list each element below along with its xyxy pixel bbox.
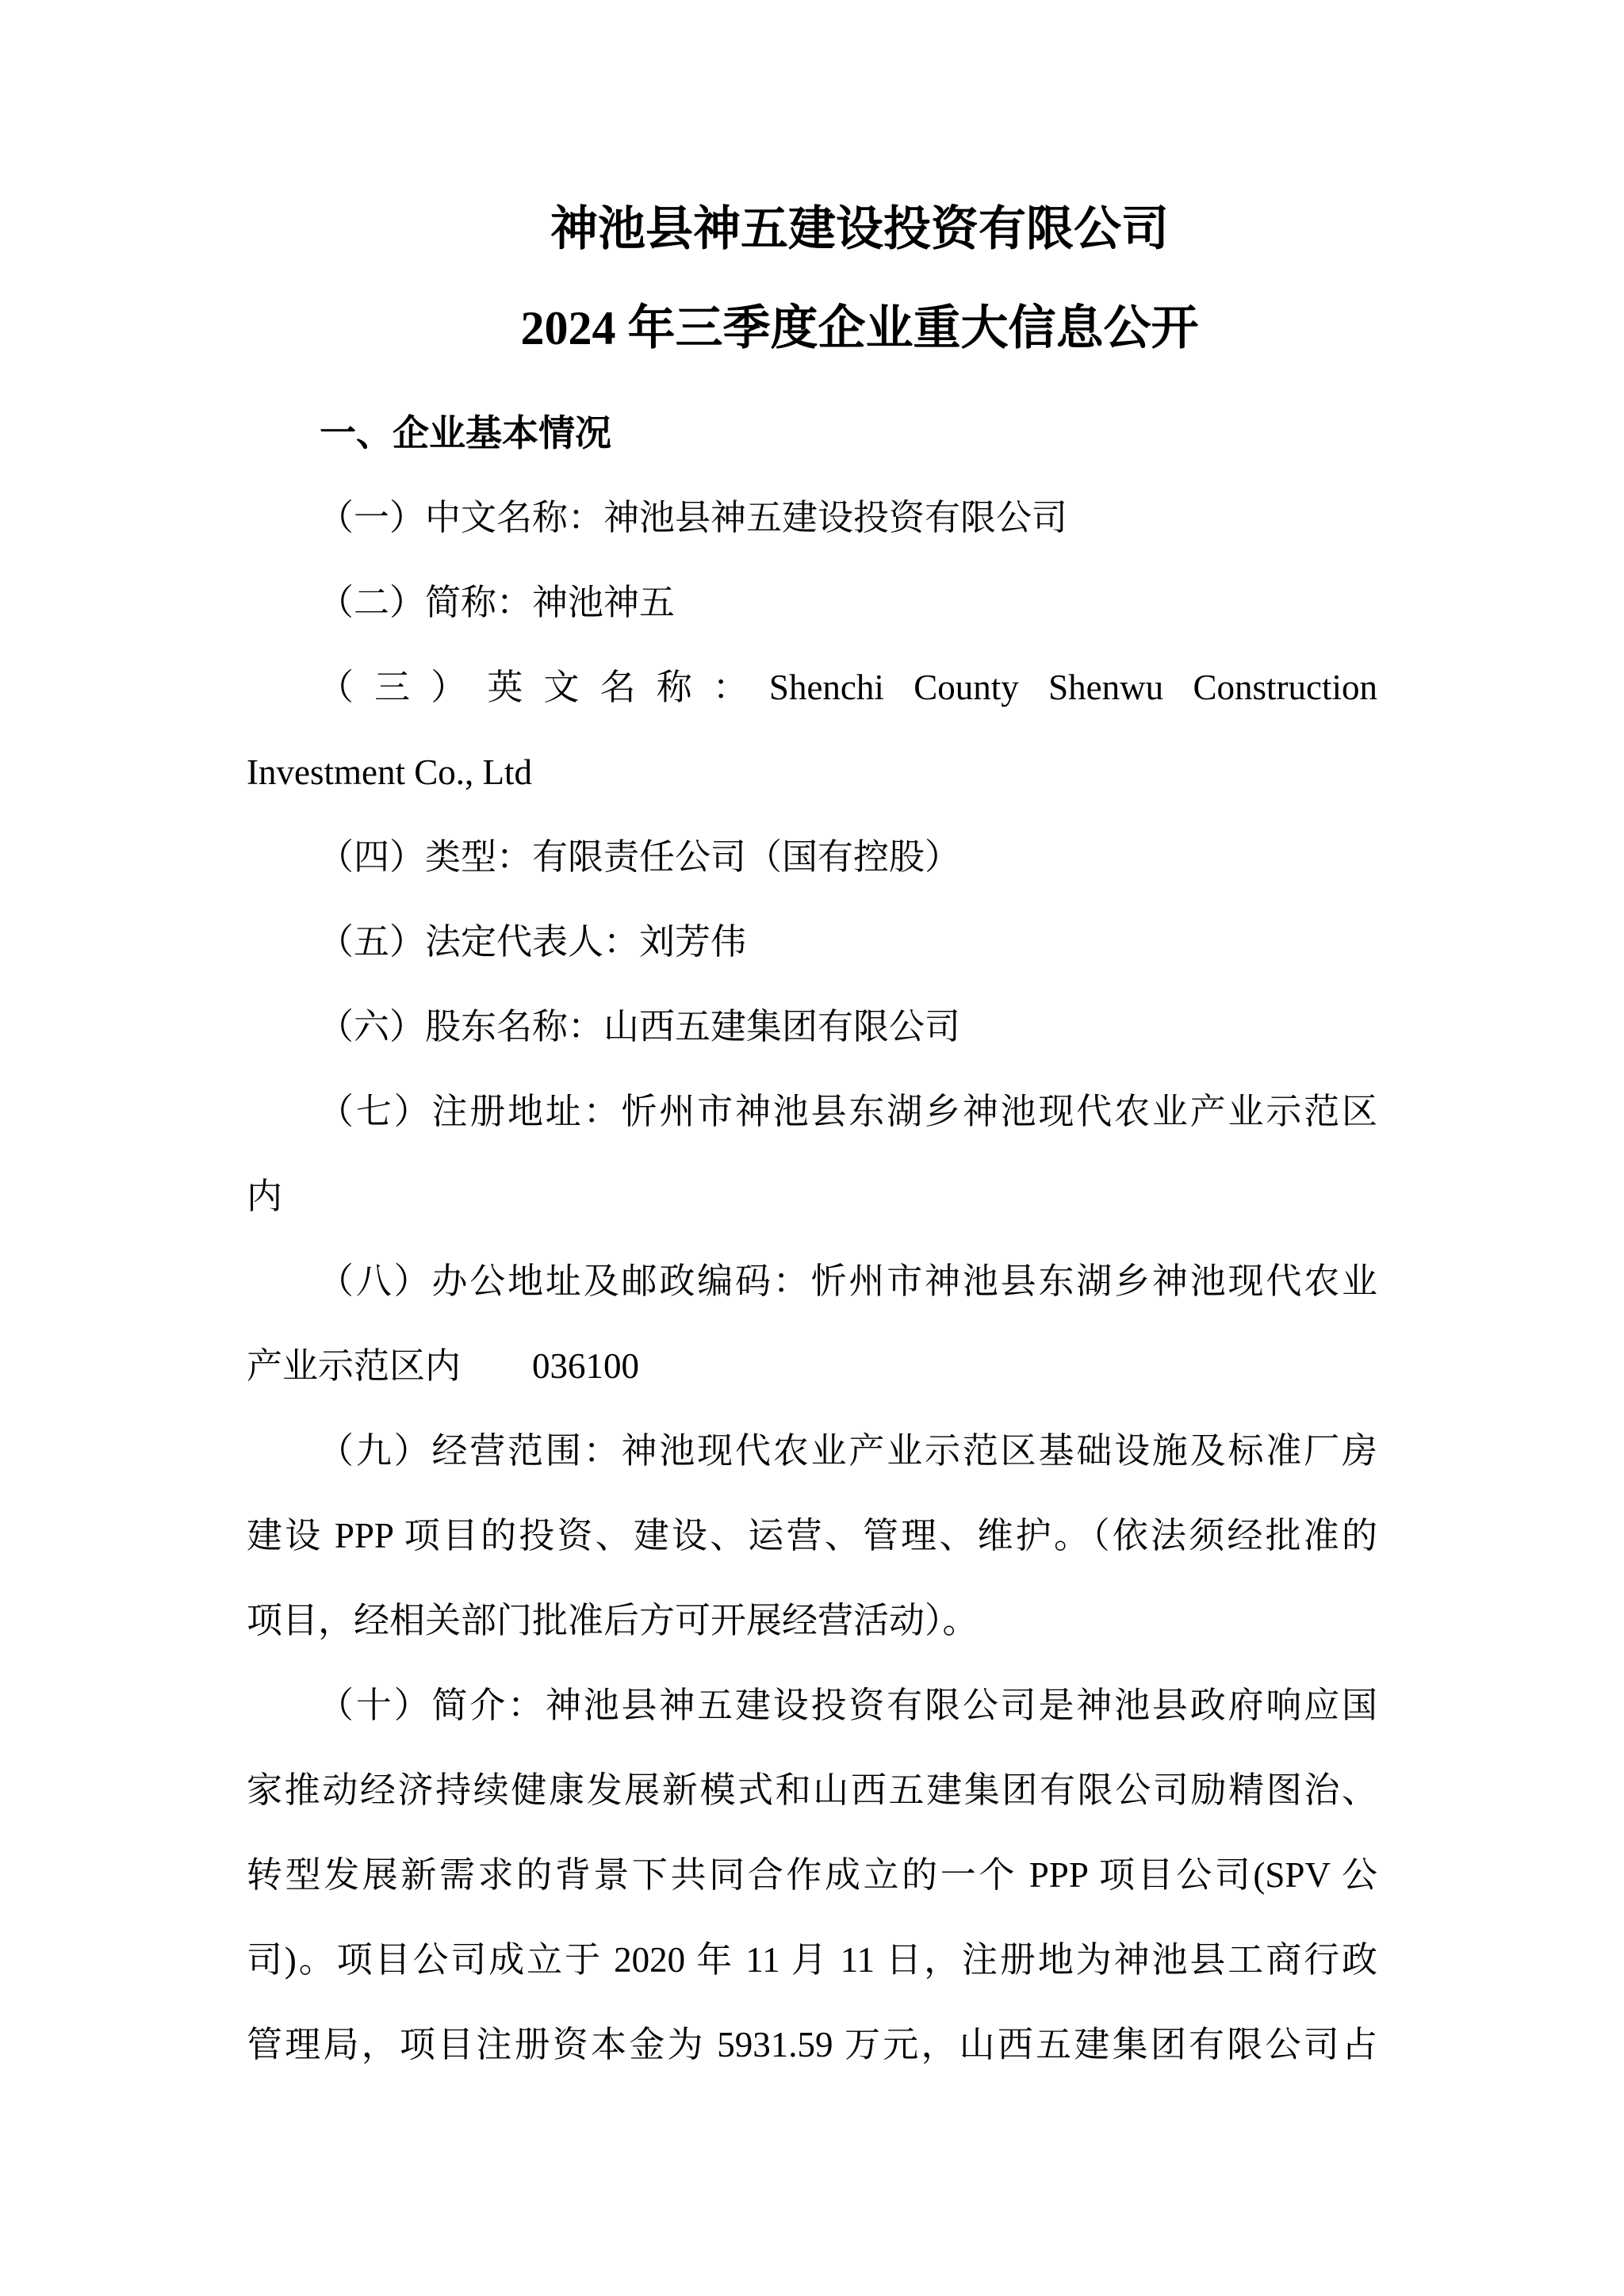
text-line: 内	[247, 1177, 283, 1216]
text-line: （七）注册地址：忻州市神池县东湖乡神池现代农业产业示范区	[318, 1092, 1377, 1131]
text-line: （十）简介：神池县神五建设投资有限公司是神池县政府响应国	[318, 1686, 1377, 1725]
document-subtitle: 2024 年三季度企业重大信息公开	[520, 302, 1199, 354]
text-line: 转型发展新需求的背景下共同合作成立的一个 PPP 项目公司(SPV 公	[247, 1855, 1377, 1895]
document-body	[247, 476, 1377, 2087]
text-line: Investment Co., Ltd	[247, 752, 532, 792]
text-line: （四）类型：有限责任公司（国有控股）	[318, 837, 961, 877]
text-line: 项目，经相关部门批准后方可开展经营活动）。	[247, 1601, 979, 1640]
text-line: 产业示范区内 036100	[247, 1346, 640, 1386]
text-line: 建设 PPP 项目的投资、建设、运营、管理、维护。（依法须经批准的	[247, 1516, 1377, 1556]
text-line: （六）股东名称：山西五建集团有限公司	[318, 1007, 961, 1047]
text-line: 家推动经济持续健康发展新模式和山西五建集团有限公司励精图治、	[247, 1770, 1377, 1810]
text-line: 司)。项目公司成立于 2020 年 11 月 11 日，注册地为神池县工商行政	[247, 1940, 1377, 1980]
text-line: （五）法定代表人：刘芳伟	[318, 922, 747, 962]
text-line: （八）办公地址及邮政编码：忻州市神池县东湖乡神池现代农业	[318, 1261, 1377, 1301]
text-line: 管理局，项目注册资本金为 5931.59 万元，山西五建集团有限公司占	[247, 2025, 1377, 2064]
text-line: （一）中文名称：神池县神五建设投资有限公司	[318, 498, 1068, 538]
text-line: （九）经营范围：神池现代农业产业示范区基础设施及标准厂房	[318, 1431, 1377, 1471]
text-line: （二）简称：神池神五	[318, 583, 676, 622]
section-heading: 一、企业基本情况	[320, 413, 611, 453]
text-line: （三）英文名称：Shenchi County Shenwu Construction	[318, 668, 1377, 707]
document-title: 神池县神五建设投资有限公司	[550, 203, 1169, 255]
